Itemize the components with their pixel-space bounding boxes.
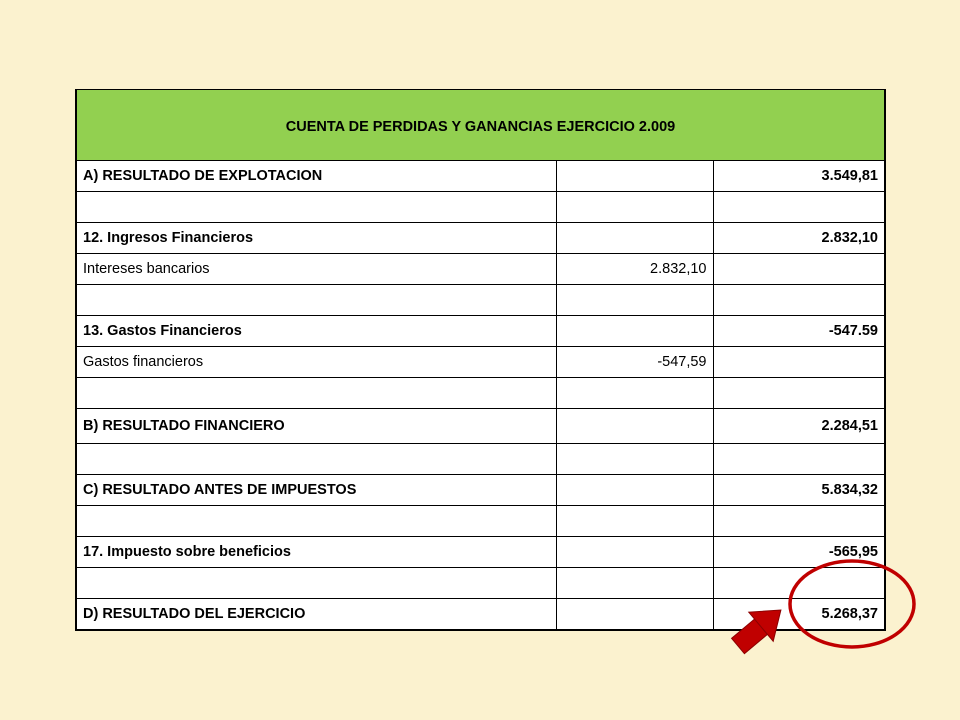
row-label — [76, 285, 556, 316]
row-label: 17. Impuesto sobre beneficios — [76, 537, 556, 568]
table-title: CUENTA DE PERDIDAS Y GANANCIAS EJERCICIO 2.009 — [76, 90, 885, 161]
row-partial — [556, 161, 713, 192]
row-total: -565,95 — [713, 537, 885, 568]
table-row — [76, 378, 885, 409]
row-partial — [556, 285, 713, 316]
row-partial — [556, 378, 713, 409]
row-label: 12. Ingresos Financieros — [76, 223, 556, 254]
row-partial — [556, 475, 713, 506]
row-partial — [556, 192, 713, 223]
row-label: B) RESULTADO FINANCIERO — [76, 409, 556, 444]
row-partial — [556, 506, 713, 537]
row-label: D) RESULTADO DEL EJERCICIO — [76, 599, 556, 630]
row-label: Gastos financieros — [76, 347, 556, 378]
row-partial — [556, 568, 713, 599]
table-row — [76, 161, 885, 192]
row-label: A) RESULTADO DE EXPLOTACION — [76, 161, 556, 192]
row-label — [76, 568, 556, 599]
table-row — [76, 254, 885, 285]
row-total — [713, 254, 885, 285]
row-partial: -547,59 — [556, 347, 713, 378]
row-partial — [556, 316, 713, 347]
table-row — [76, 223, 885, 254]
table-row — [76, 192, 885, 223]
row-total — [713, 285, 885, 316]
row-total: -547.59 — [713, 316, 885, 347]
row-partial — [556, 537, 713, 568]
row-total — [713, 192, 885, 223]
row-partial — [556, 444, 713, 475]
row-total — [713, 347, 885, 378]
row-partial — [556, 223, 713, 254]
row-partial: 2.832,10 — [556, 254, 713, 285]
row-label — [76, 444, 556, 475]
table-row — [76, 475, 885, 506]
row-total: 3.549,81 — [713, 161, 885, 192]
row-partial — [556, 409, 713, 444]
row-total: 2.284,51 — [713, 409, 885, 444]
row-total — [713, 568, 885, 599]
table-row-final-result — [76, 599, 885, 630]
row-label — [76, 506, 556, 537]
table-row — [76, 568, 885, 599]
table-row — [76, 285, 885, 316]
row-total: 2.832,10 — [713, 223, 885, 254]
row-total — [713, 506, 885, 537]
row-label: 13. Gastos Financieros — [76, 316, 556, 347]
row-label: C) RESULTADO ANTES DE IMPUESTOS — [76, 475, 556, 506]
table-row — [76, 506, 885, 537]
profit-loss-table — [75, 89, 886, 631]
row-total: 5.834,32 — [713, 475, 885, 506]
row-partial — [556, 599, 713, 630]
row-label — [76, 192, 556, 223]
table-row — [76, 537, 885, 568]
row-total — [713, 444, 885, 475]
table-row — [76, 444, 885, 475]
table-row — [76, 347, 885, 378]
final-result-value: 5.268,37 — [713, 599, 885, 630]
row-label — [76, 378, 556, 409]
row-label: Intereses bancarios — [76, 254, 556, 285]
table-row — [76, 316, 885, 347]
table-row — [76, 409, 885, 444]
row-total — [713, 378, 885, 409]
